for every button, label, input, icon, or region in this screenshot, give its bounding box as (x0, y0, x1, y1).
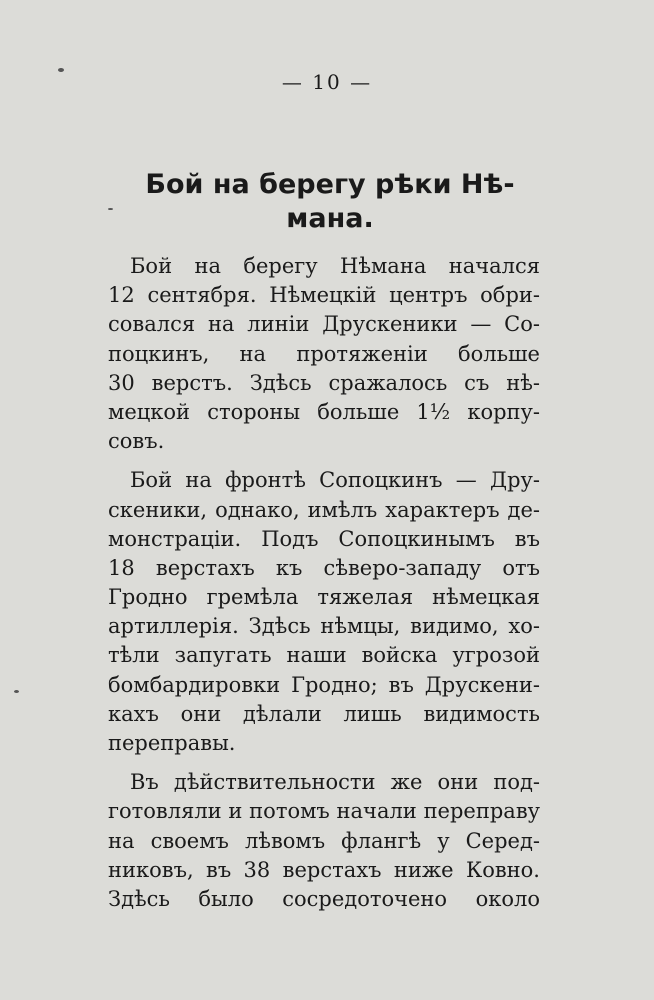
text-line: Здѣсь было сосредоточено около (108, 886, 540, 911)
print-speck (108, 208, 113, 210)
text-line: монстраціи. Подъ Сопоцкинымъ въ (108, 526, 540, 551)
text-line: Въ дѣйствительности же они под- (130, 770, 540, 795)
text-line: бомбардировки Гродно; въ Друскени- (108, 672, 540, 697)
text-line: кахъ они дѣлали лишь видимость (108, 701, 540, 726)
paragraph-3 (108, 768, 540, 914)
section-title-line-2: мана. (286, 203, 374, 234)
text-line: Гродно гремѣла тяжелая нѣмецкая (108, 585, 540, 610)
text-line: скеники, однако, имѣлъ характеръ де- (108, 497, 540, 522)
text-line: мецкой стороны больше 1½ корпу- (108, 399, 540, 424)
text-line: Бой на фронтѣ Сопоцкинъ — Дру- (130, 468, 540, 493)
section-title (100, 168, 560, 236)
text-line: совъ. (108, 429, 165, 454)
paragraph-1 (108, 252, 540, 456)
text-line: артиллерія. Здѣсь нѣмцы, видимо, хо- (108, 614, 540, 639)
print-speck (14, 690, 19, 693)
section-title-line-1: Бой на берегу рѣки Нѣ- (145, 169, 515, 200)
text-line: 18 верстахъ къ сѣверо-западу отъ (108, 555, 540, 580)
text-line: 30 верстъ. Здѣсь сражалось съ нѣ- (108, 370, 540, 395)
page-number: — 10 — (281, 70, 373, 94)
text-line: 12 сентября. Нѣмецкій центръ обри- (108, 283, 540, 308)
paragraph-2 (108, 466, 540, 758)
text-line: никовъ, въ 38 верстахъ ниже Ковно. (108, 857, 540, 882)
text-line: поцкинъ, на протяженіи больше (108, 341, 540, 366)
text-line: Бой на берегу Нѣмана начался (130, 254, 540, 278)
text-line: тѣли запугать наши войска угрозой (108, 643, 540, 668)
body-text (108, 252, 540, 914)
text-line: совался на линіи Друскеники — Со- (108, 312, 540, 337)
text-line: на своемъ лѣвомъ флангѣ у Серед- (108, 828, 540, 853)
print-speck (58, 68, 64, 72)
text-line: переправы. (108, 731, 236, 755)
text-line: готовляли и потомъ начали переправу (108, 799, 540, 824)
